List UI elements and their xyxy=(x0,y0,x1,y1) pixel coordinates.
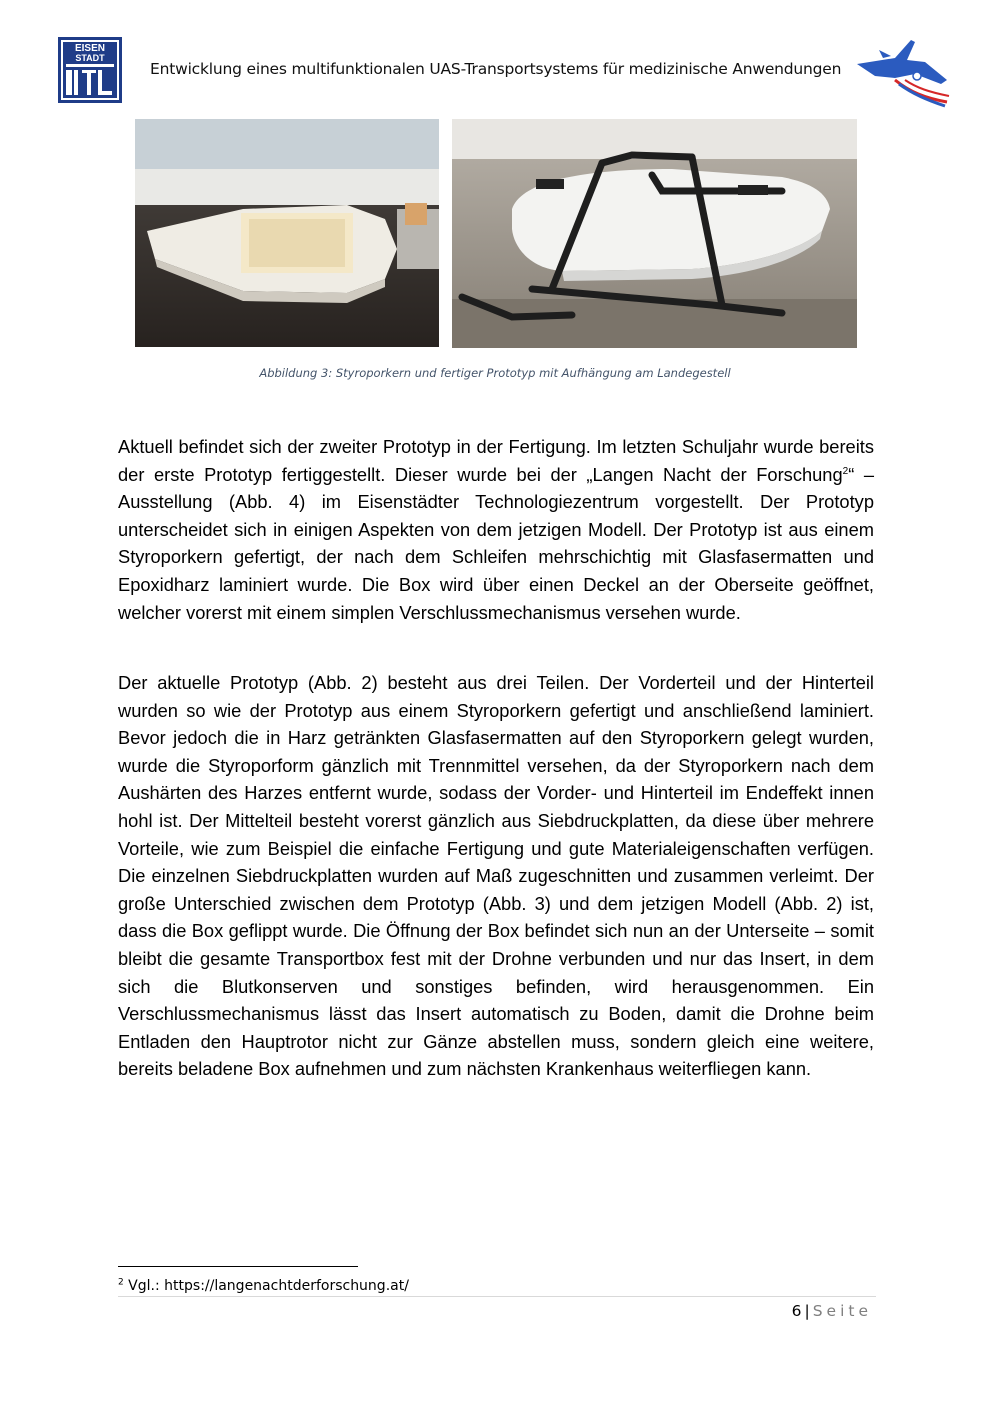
page-label: Seite xyxy=(812,1302,872,1320)
page-number-separator: | xyxy=(804,1302,810,1320)
body-paragraph-1 xyxy=(118,433,874,626)
logo-text-stadt: STADT xyxy=(75,53,105,63)
footer-divider xyxy=(118,1296,876,1297)
footnote-number: 2 xyxy=(118,1277,124,1288)
body-paragraph-1-part-a: Aktuell befindet sich der zweiter Prototyp in der Fertigung. Im letzten Schuljahr wurde bereits der erste Prototyp fertiggestellt. Dieser wurde bei der „Langen Nacht der Forschung xyxy=(118,436,874,485)
figure-caption: Abbildung 3: Styroporkern und fertiger Prototyp mit Aufhängung am Landegestell xyxy=(259,366,731,380)
footnote xyxy=(118,1278,409,1294)
logo-text-eisen: EISEN xyxy=(74,43,106,54)
body-paragraph-1-part-b: “ – Ausstellung (Abb. 4) im Eisenstädter Technologiezentrum vorgestellt. Der Prototyp unterscheidet sich in einigen Aspekten von dem jetzigen Modell. Der Prototyp ist aus einem Styroporkern gefertigt, der nach dem Schleifen mehrschichtig mit Glasfasermatten und Epoxidharz laminiert wurde. Die Box wird über einen Deckel an der Oberseite geöffnet, welcher vorerst mit einem simplen Verschlussmechanismus versehen wurde. xyxy=(118,463,874,623)
school-logo xyxy=(58,37,122,103)
photo-finished-prototype xyxy=(452,119,857,348)
photo-styrofoam-core xyxy=(135,119,439,347)
footnote-ref: 2 xyxy=(842,465,849,477)
footnote-divider xyxy=(118,1266,358,1267)
drone-logo xyxy=(855,36,950,108)
body-paragraph-2: Der aktuelle Prototyp (Abb. 2) besteht aus drei Teilen. Der Vorderteil und der Hinterteil wurden so wie der Prototyp aus einem Styroporkern gefertigt und anschließend laminiert. Bevor jedoch die in Harz getränkten Glasfasermatten auf den Styroporkern gelegt wurden, wurde die Styroporform gänzlich mit Trennmittel versehen, da der Styroporkern nach dem Aushärten des Harzes entfernt wurde, sodass der Vorder- und Hinterteil im Endeffekt innen hohl ist. Der Mittelteil besteht vorerst gänzlich aus Siebdruckplatten, da diese über mehrere Vorteile, wie zum Beispiel die einfache Fertigung und gute Materialeigenschaften verfügen. Die einzelnen Siebdruckplatten wurden auf Maß zugeschnitten und zusammen verleimt. Der große Unterschied zwischen dem Prototyp (Abb. 3) und dem jetzigen Modell (Abb. 2) ist, dass die Box geflippt wurde. Die Öffnung der Box befindet sich nun an der Unterseite – somit bleibt die gesamte Transportbox fest mit der Drohne verbunden und nur das Insert, in dem sich die Blutkonserven und sonstiges befinden, wird herausgenommen. Ein Verschlussmechanismus lässt das Insert automatisch zu Boden, damit die Drohne beim Entladen den Hauptrotor nicht zur Gänze abstellen muss, sondern gleich eine weitere, bereits beladene Box aufnehmen und zum nächsten Krankenhaus weiterfliegen kann. xyxy=(118,672,874,1080)
page-number-value: 6 xyxy=(791,1302,802,1320)
header-title: Entwicklung eines multifunktionalen UAS-Transportsystems für medizinische Anwendungen xyxy=(150,60,842,78)
page-number xyxy=(760,1302,872,1320)
footnote-text: Vgl.: https://langenachtderforschung.at/ xyxy=(123,1278,409,1294)
